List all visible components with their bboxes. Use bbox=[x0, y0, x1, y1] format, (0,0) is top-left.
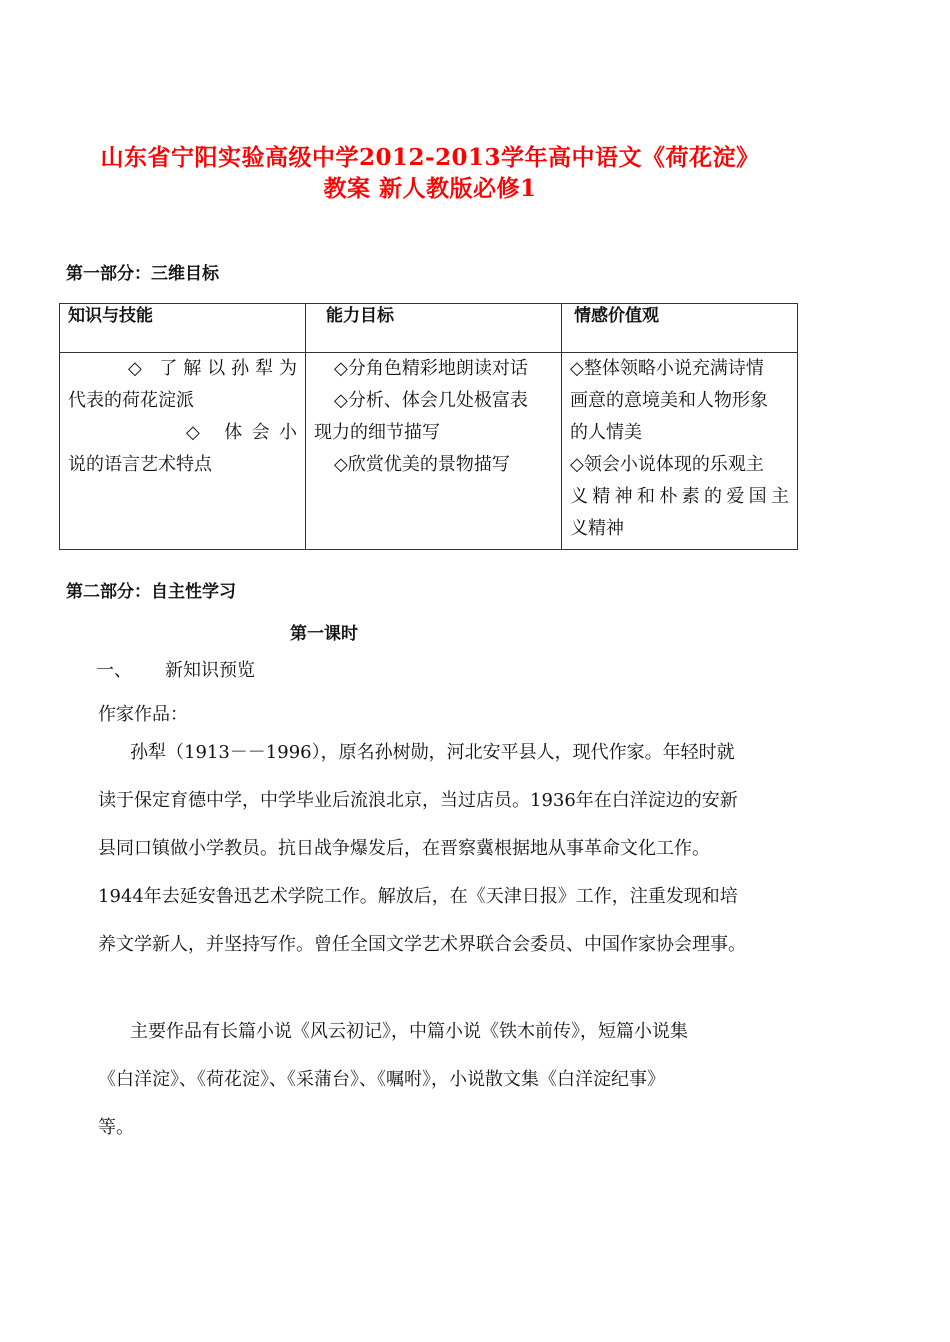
goals-cell-line: 代表的荷花淀派 bbox=[68, 390, 194, 411]
goals-cell-line: 义精神 bbox=[570, 518, 624, 539]
goals-cell-ability bbox=[306, 353, 562, 550]
document-title-line2: 教案 新人教版必修1 bbox=[323, 175, 537, 202]
goals-cell-line: 的人情美 bbox=[570, 422, 642, 443]
paragraph-line: 《白洋淀》、《荷花淀》、《采蒲台》、《嘱咐》，小说散文集《白洋淀纪事》 bbox=[98, 1069, 665, 1090]
goals-table-body-row bbox=[60, 353, 798, 550]
major-works-paragraph bbox=[98, 1019, 798, 1163]
goals-cell-line: ◇分析、体会几处极富表 bbox=[334, 390, 528, 411]
goals-header-cell bbox=[562, 304, 798, 353]
goals-cell-line: 说的语言艺术特点 bbox=[68, 454, 212, 475]
item-number: 一、 bbox=[96, 660, 132, 681]
paragraph-line: 孙犁（1913－－1996），原名孙树勋，河北安平县人，现代作家。年轻时就 bbox=[130, 742, 735, 763]
goals-cell-values bbox=[562, 353, 798, 550]
item-title: 新知识预览 bbox=[165, 660, 255, 681]
goals-cell-line: ◇领会小说体现的乐观主 bbox=[570, 454, 764, 475]
paragraph-line: 主要作品有长篇小说《风云初记》，中篇小说《铁木前传》，短篇小说集 bbox=[130, 1021, 688, 1042]
goals-cell-line: 义精神和朴素的爱国主 bbox=[570, 486, 789, 507]
author-biography-paragraph bbox=[98, 740, 798, 980]
goals-header-values: 情感价值观 bbox=[574, 306, 659, 326]
document-title-line1: 山东省宁阳实验高级中学2012-2013学年高中语文《荷花淀》 bbox=[100, 144, 760, 171]
goals-header-knowledge: 知识与技能 bbox=[68, 306, 153, 326]
goals-cell-line: ◇ 体会小 bbox=[186, 422, 297, 443]
goals-table-header-row bbox=[60, 304, 798, 353]
paragraph-line: 读于保定育德中学，中学毕业后流浪北京，当过店员。1936年在白洋淀边的安新 bbox=[98, 790, 738, 811]
goals-table bbox=[59, 303, 798, 550]
paragraph-line: 等。 bbox=[98, 1117, 134, 1138]
paragraph-line: 养文学新人，并坚持写作。曾任全国文学艺术界联合会委员、中国作家协会理事。 bbox=[98, 934, 746, 955]
goals-header-cell bbox=[306, 304, 562, 353]
paragraph-line: 1944年去延安鲁迅艺术学院工作。解放后，在《天津日报》工作，注重发现和培 bbox=[98, 886, 738, 907]
section-heading-goals: 第一部分：三维目标 bbox=[66, 264, 219, 284]
goals-cell-line: 现力的细节描写 bbox=[314, 422, 440, 443]
lesson-heading: 第一课时 bbox=[290, 624, 358, 644]
goals-header-cell bbox=[60, 304, 306, 353]
goals-cell-line: ◇整体领略小说充满诗情 bbox=[570, 358, 764, 379]
section-heading-self-study: 第二部分：自主性学习 bbox=[66, 582, 236, 602]
goals-cell-knowledge bbox=[60, 353, 306, 550]
goals-cell-line: 画意的意境美和人物形象 bbox=[570, 390, 768, 411]
goals-cell-line: ◇欣赏优美的景物描写 bbox=[334, 454, 510, 475]
paragraph-line: 县同口镇做小学教员。抗日战争爆发后，在晋察冀根据地从事革命文化工作。 bbox=[98, 838, 710, 859]
goals-header-ability: 能力目标 bbox=[326, 306, 394, 326]
author-works-label: 作家作品： bbox=[98, 704, 188, 725]
goals-cell-line: ◇分角色精彩地朗读对话 bbox=[334, 358, 528, 379]
goals-cell-line: ◇ 了解以孙犁为 bbox=[128, 358, 297, 379]
